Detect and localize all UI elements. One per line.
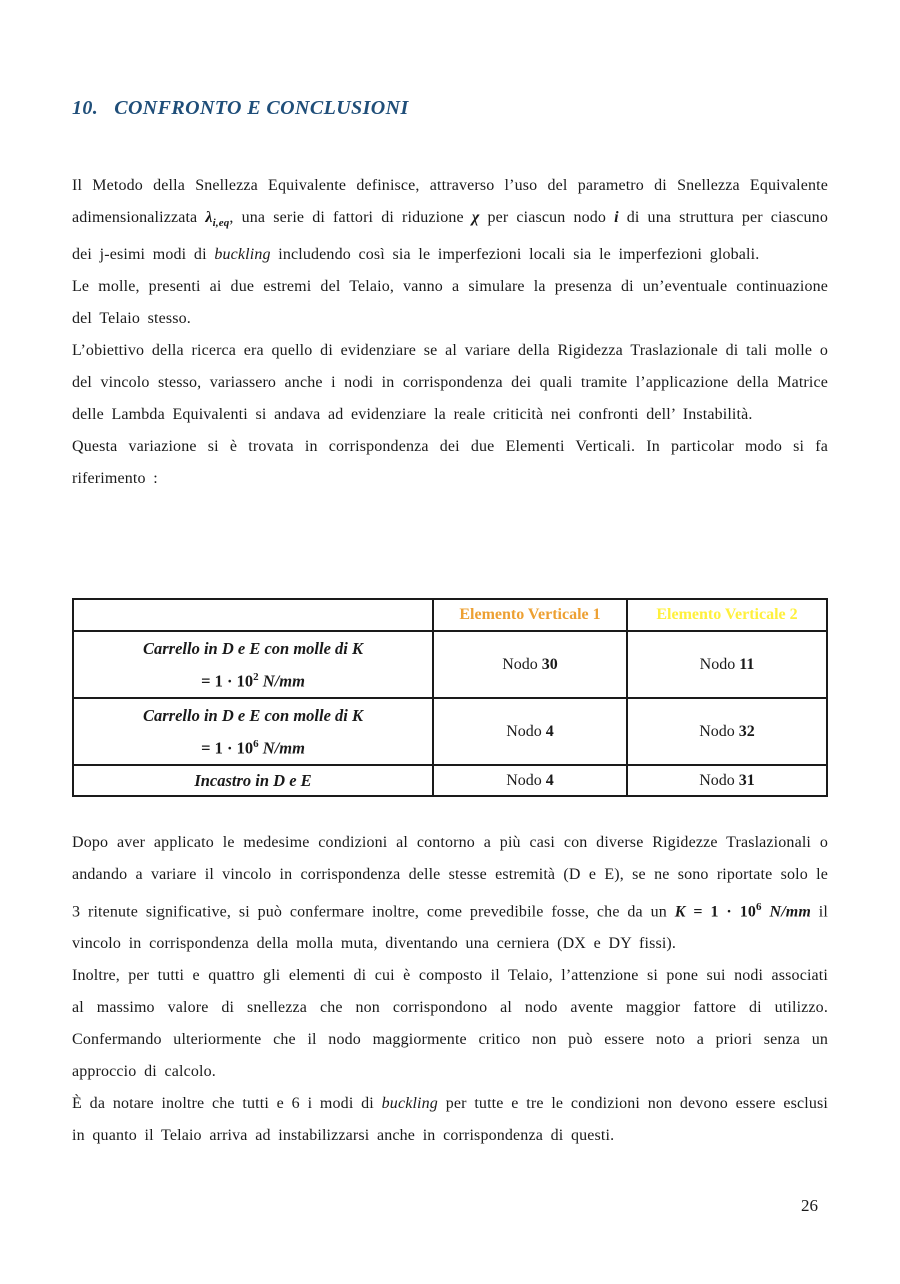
condition-text: Carrello in D e E con molle di K bbox=[142, 705, 363, 725]
paragraph: È da notare inoltre che tutti e 6 i modi di buckling per tutte e tre le condizioni non devono essere esclusi in quanto il Telaio arriva ad instabilizzarsi anche in corrispondenza di questi. bbox=[72, 1095, 828, 1145]
formula-base: = 1 · 10 bbox=[201, 671, 254, 691]
condition-formula bbox=[74, 663, 432, 696]
paragraph: Le molle, presenti ai due estremi del Telaio, vanno a simulare la presenza di un’eventuale continuazione del Telaio stesso. bbox=[72, 278, 828, 328]
nodo-label: Nodo bbox=[506, 771, 546, 789]
formula-base: = 1 · 10 bbox=[201, 738, 254, 758]
nodo-value: 4 bbox=[545, 722, 554, 740]
table-header-row bbox=[73, 599, 827, 631]
table-row bbox=[73, 631, 827, 698]
section-heading bbox=[72, 97, 409, 120]
section-title: CONFRONTO E CONCLUSIONI bbox=[114, 97, 409, 119]
results-table bbox=[72, 598, 828, 797]
formula-exponent: 6 bbox=[253, 737, 259, 750]
condition-formula bbox=[74, 730, 432, 763]
paragraph: L’obiettivo della ricerca era quello di evidenziare se al variare della Rigidezza Traslazionale di tali molle o del vincolo stesso, variassero anche i nodi in corrispondenza dei quali tramite l’applicazione della Matrice delle Lambda Equivalenti si andava ad evidenziare la reale criticità nei confronti dell’ Instabilità. bbox=[72, 342, 828, 424]
nodo-value: 11 bbox=[739, 655, 755, 673]
condition-cell bbox=[73, 631, 433, 698]
condition-text: Incastro in D e E bbox=[194, 771, 312, 790]
nodo-label: Nodo bbox=[699, 771, 739, 789]
body-text-top bbox=[72, 170, 828, 495]
empty-header-cell bbox=[73, 599, 433, 631]
ev2-cell bbox=[627, 765, 827, 796]
header-elemento-verticale-2: Elemento Verticale 2 bbox=[627, 599, 827, 631]
table-row bbox=[73, 698, 827, 765]
condition-cell bbox=[73, 765, 433, 796]
ev1-cell bbox=[433, 765, 627, 796]
ev2-cell bbox=[627, 698, 827, 765]
section-number: 10. bbox=[72, 97, 99, 119]
nodo-value: 31 bbox=[738, 771, 755, 789]
formula-unit: N/mm bbox=[258, 738, 305, 758]
paragraph: Questa variazione si è trovata in corrispondenza dei due Elementi Verticali. In particolar modo si fa riferimento : bbox=[72, 438, 828, 488]
paragraph: Inoltre, per tutti e quattro gli elementi di cui è composto il Telaio, l’attenzione si pone sui nodi associati al massimo valore di snellezza che non corrispondono al nodo avente maggior fattore di utilizzo. Confermando ulteriormente che il nodo maggiormente critico non può essere noto a priori senza un approccio di calcolo. bbox=[72, 967, 828, 1081]
nodo-label: Nodo bbox=[502, 655, 542, 673]
ev1-cell bbox=[433, 631, 627, 698]
nodo-label: Nodo bbox=[506, 722, 546, 740]
nodo-value: 32 bbox=[738, 722, 755, 740]
nodo-value: 4 bbox=[545, 771, 554, 789]
ev2-cell bbox=[627, 631, 827, 698]
paragraph: Il Metodo della Snellezza Equivalente definisce, attraverso l’uso del parametro di Snellezza Equivalente adimensionalizzata $\lambda_{i,eq}$, una serie di fattori di riduzione χ per ciascun nodo i di una struttura per ciascuno dei j-esimi modi di buckling includendo così sia le imperfezioni locali sia le imperfezioni globali. bbox=[72, 177, 828, 264]
body-text-bottom bbox=[72, 827, 828, 1152]
nodo-value: 30 bbox=[541, 655, 558, 673]
page-number: 26 bbox=[801, 1196, 818, 1215]
condition-text: Carrello in D e E con molle di K bbox=[142, 638, 363, 658]
header-elemento-verticale-1: Elemento Verticale 1 bbox=[433, 599, 627, 631]
nodo-label: Nodo bbox=[699, 722, 739, 740]
paragraph: Dopo aver applicato le medesime condizioni al contorno a più casi con diverse Rigidezze Traslazionali o andando a variare il vincolo in corrispondenza delle stesse estremità (D e E), se ne sono riportate solo le 3 ritenute significative, si può confermare inoltre, come prevedibile fosse, che da un $K = 1 \cdot 10^6$ N/mm il vincolo in corrispondenza della molla muta, diventando una cerniera (DX e DY fissi). bbox=[72, 834, 828, 953]
condition-cell bbox=[73, 698, 433, 765]
table-row bbox=[73, 765, 827, 796]
ev1-cell bbox=[433, 698, 627, 765]
nodo-label: Nodo bbox=[699, 655, 740, 673]
formula-exponent: 2 bbox=[253, 670, 259, 683]
formula-unit: N/mm bbox=[258, 671, 305, 691]
